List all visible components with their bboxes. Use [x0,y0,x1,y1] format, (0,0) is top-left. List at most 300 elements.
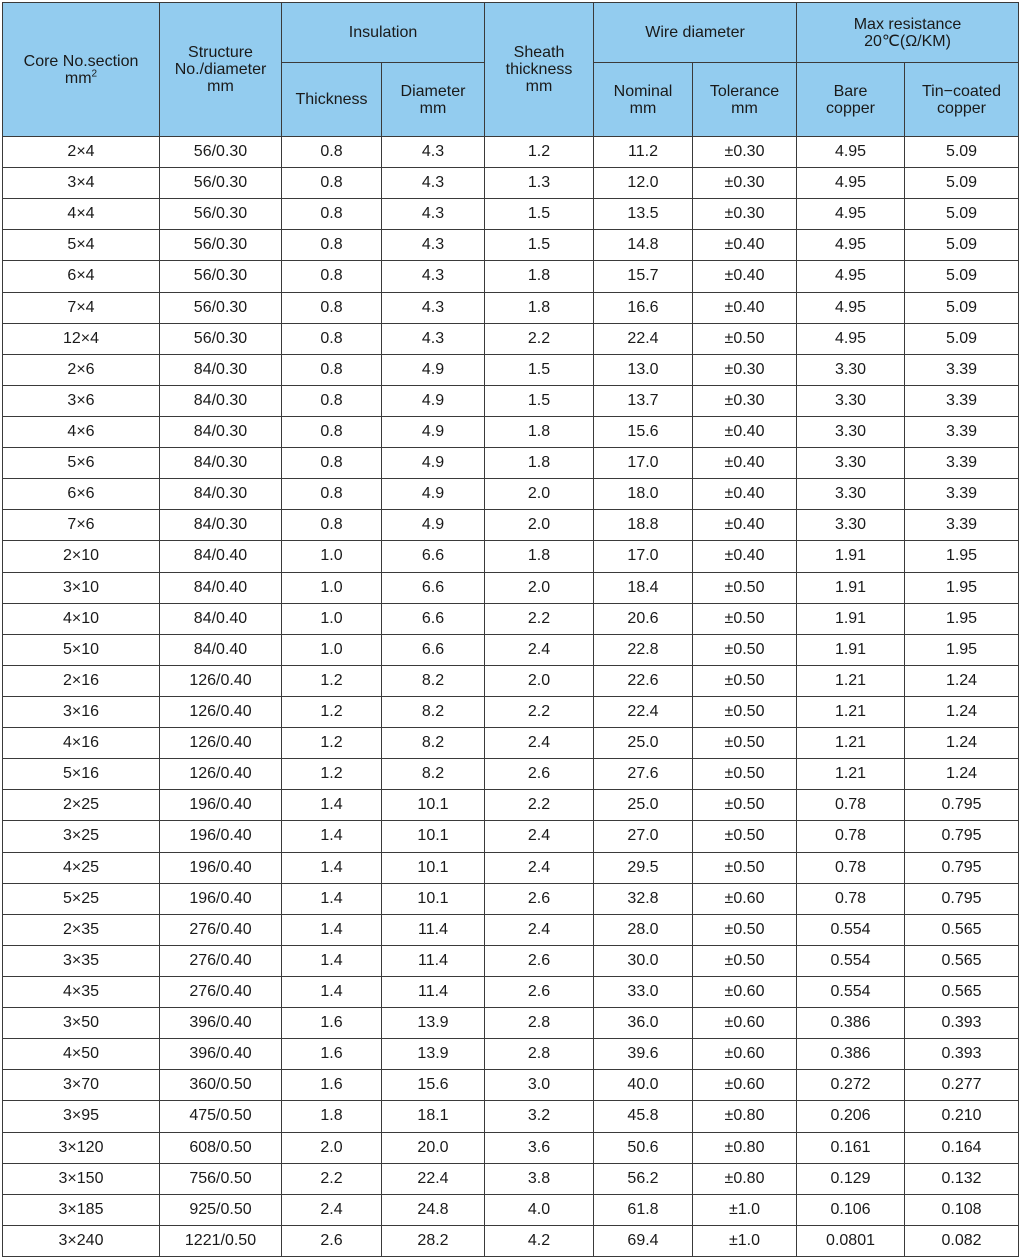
cell-insulation-diameter: 13.9 [382,1039,485,1070]
cell-bare-copper-resistance: 4.95 [797,323,905,354]
cell-insulation-thickness: 0.8 [282,448,382,479]
cell-core-section: 3×185 [3,1194,160,1225]
cell-sheath-thickness: 1.3 [485,168,594,199]
cell-insulation-diameter: 11.4 [382,945,485,976]
table-row [3,168,1019,199]
cell-nominal-diameter: 14.8 [594,230,693,261]
cell-tolerance: ±0.40 [693,510,797,541]
cell-core-section: 5×25 [3,883,160,914]
cell-tin-coated-resistance: 0.795 [905,852,1019,883]
cell-structure: 925/0.50 [160,1194,282,1225]
table-row [3,1194,1019,1225]
cell-tolerance: ±0.50 [693,790,797,821]
table-row [3,292,1019,323]
cell-tolerance: ±0.30 [693,168,797,199]
header-structure: Structure No./diameter mm [160,3,282,137]
header-wire-diameter: Wire diameter [594,3,797,63]
cell-tolerance: ±0.60 [693,976,797,1007]
cell-sheath-thickness: 2.0 [485,665,594,696]
cell-sheath-thickness: 2.6 [485,945,594,976]
table-row [3,323,1019,354]
cell-nominal-diameter: 20.6 [594,603,693,634]
cell-insulation-diameter: 8.2 [382,728,485,759]
cell-sheath-thickness: 3.2 [485,1101,594,1132]
cell-insulation-thickness: 1.0 [282,541,382,572]
cell-tin-coated-resistance: 0.393 [905,1008,1019,1039]
table-row [3,137,1019,168]
table-row [3,261,1019,292]
cell-insulation-diameter: 8.2 [382,696,485,727]
cell-core-section: 2×35 [3,914,160,945]
cell-tolerance: ±0.50 [693,914,797,945]
cell-sheath-thickness: 2.0 [485,572,594,603]
table-row [3,634,1019,665]
cell-insulation-thickness: 0.8 [282,510,382,541]
cell-insulation-diameter: 6.6 [382,603,485,634]
cell-sheath-thickness: 1.8 [485,292,594,323]
cell-insulation-thickness: 2.4 [282,1194,382,1225]
cell-structure: 196/0.40 [160,821,282,852]
cell-tolerance: ±0.40 [693,479,797,510]
cell-bare-copper-resistance: 3.30 [797,510,905,541]
cell-sheath-thickness: 2.2 [485,323,594,354]
cell-bare-copper-resistance: 1.91 [797,634,905,665]
cell-tolerance: ±0.60 [693,1070,797,1101]
cell-core-section: 6×4 [3,261,160,292]
header-insulation: Insulation [282,3,485,63]
cell-tolerance: ±0.80 [693,1163,797,1194]
cell-structure: 56/0.30 [160,230,282,261]
cell-tolerance: ±0.80 [693,1101,797,1132]
cell-core-section: 4×25 [3,852,160,883]
cell-tolerance: ±0.40 [693,230,797,261]
cell-nominal-diameter: 33.0 [594,976,693,1007]
cell-sheath-thickness: 1.5 [485,199,594,230]
cell-nominal-diameter: 13.0 [594,354,693,385]
cell-tin-coated-resistance: 5.09 [905,323,1019,354]
cell-sheath-thickness: 1.8 [485,261,594,292]
cell-bare-copper-resistance: 3.30 [797,385,905,416]
cell-tolerance: ±0.50 [693,945,797,976]
cell-insulation-diameter: 4.9 [382,479,485,510]
cell-core-section: 3×240 [3,1225,160,1256]
cell-nominal-diameter: 69.4 [594,1225,693,1256]
cell-insulation-thickness: 0.8 [282,292,382,323]
cell-sheath-thickness: 1.8 [485,416,594,447]
table-row [3,385,1019,416]
table-row [3,1008,1019,1039]
cell-nominal-diameter: 30.0 [594,945,693,976]
cell-sheath-thickness: 2.0 [485,510,594,541]
table-row [3,354,1019,385]
cell-sheath-thickness: 3.8 [485,1163,594,1194]
cell-structure: 1221/0.50 [160,1225,282,1256]
cell-core-section: 3×50 [3,1008,160,1039]
cell-bare-copper-resistance: 4.95 [797,199,905,230]
cell-bare-copper-resistance: 3.30 [797,479,905,510]
table-row [3,759,1019,790]
header-insulation-thickness: Thickness [282,63,382,137]
cell-tin-coated-resistance: 1.95 [905,572,1019,603]
cell-sheath-thickness: 2.4 [485,728,594,759]
table-row [3,665,1019,696]
cell-nominal-diameter: 50.6 [594,1132,693,1163]
cell-nominal-diameter: 11.2 [594,137,693,168]
cell-insulation-thickness: 1.2 [282,665,382,696]
cell-core-section: 4×50 [3,1039,160,1070]
cell-structure: 196/0.40 [160,790,282,821]
cell-core-section: 7×6 [3,510,160,541]
header-bare-copper: Bare copper [797,63,905,137]
cell-structure: 396/0.40 [160,1008,282,1039]
cell-insulation-thickness: 1.8 [282,1101,382,1132]
cell-tin-coated-resistance: 0.565 [905,914,1019,945]
cell-nominal-diameter: 18.0 [594,479,693,510]
cell-sheath-thickness: 2.4 [485,634,594,665]
cell-nominal-diameter: 22.8 [594,634,693,665]
cell-tin-coated-resistance: 5.09 [905,230,1019,261]
cell-tin-coated-resistance: 0.393 [905,1039,1019,1070]
cell-nominal-diameter: 56.2 [594,1163,693,1194]
cell-structure: 756/0.50 [160,1163,282,1194]
cell-core-section: 3×10 [3,572,160,603]
cell-tin-coated-resistance: 0.565 [905,976,1019,1007]
cell-core-section: 2×6 [3,354,160,385]
cell-nominal-diameter: 27.6 [594,759,693,790]
cell-tolerance: ±1.0 [693,1194,797,1225]
cell-tolerance: ±0.40 [693,416,797,447]
cell-structure: 56/0.30 [160,292,282,323]
cell-core-section: 2×10 [3,541,160,572]
cell-insulation-diameter: 10.1 [382,790,485,821]
cell-insulation-diameter: 4.3 [382,199,485,230]
cell-tolerance: ±0.50 [693,852,797,883]
table-row [3,199,1019,230]
header-nominal: Nominal mm [594,63,693,137]
cell-nominal-diameter: 61.8 [594,1194,693,1225]
cell-insulation-thickness: 1.4 [282,976,382,1007]
cell-tolerance: ±0.60 [693,883,797,914]
cell-bare-copper-resistance: 0.129 [797,1163,905,1194]
cell-insulation-diameter: 6.6 [382,572,485,603]
cell-bare-copper-resistance: 1.21 [797,696,905,727]
table-row [3,1101,1019,1132]
cell-sheath-thickness: 4.2 [485,1225,594,1256]
cell-structure: 84/0.30 [160,416,282,447]
cell-tin-coated-resistance: 1.95 [905,603,1019,634]
cell-sheath-thickness: 1.5 [485,354,594,385]
cell-core-section: 4×6 [3,416,160,447]
cell-tolerance: ±0.50 [693,323,797,354]
cell-insulation-thickness: 0.8 [282,385,382,416]
cell-insulation-thickness: 1.2 [282,696,382,727]
cell-tin-coated-resistance: 1.95 [905,541,1019,572]
cell-insulation-diameter: 4.3 [382,261,485,292]
cell-nominal-diameter: 45.8 [594,1101,693,1132]
cell-tolerance: ±0.50 [693,634,797,665]
cell-insulation-thickness: 2.2 [282,1163,382,1194]
cell-insulation-diameter: 22.4 [382,1163,485,1194]
cell-tin-coated-resistance: 1.24 [905,759,1019,790]
cell-tin-coated-resistance: 3.39 [905,479,1019,510]
cell-core-section: 3×95 [3,1101,160,1132]
cell-core-section: 3×16 [3,696,160,727]
cell-nominal-diameter: 17.0 [594,541,693,572]
cell-bare-copper-resistance: 0.106 [797,1194,905,1225]
cell-bare-copper-resistance: 0.554 [797,914,905,945]
cell-insulation-diameter: 4.3 [382,292,485,323]
cell-bare-copper-resistance: 0.206 [797,1101,905,1132]
cell-insulation-thickness: 1.0 [282,572,382,603]
cell-tolerance: ±0.30 [693,199,797,230]
cell-nominal-diameter: 13.7 [594,385,693,416]
cell-insulation-thickness: 1.6 [282,1070,382,1101]
table-row [3,852,1019,883]
cell-insulation-thickness: 2.0 [282,1132,382,1163]
cell-bare-copper-resistance: 0.78 [797,790,905,821]
cell-core-section: 12×4 [3,323,160,354]
cell-insulation-diameter: 4.9 [382,510,485,541]
cell-tolerance: ±0.30 [693,385,797,416]
cell-tolerance: ±0.30 [693,137,797,168]
cell-structure: 126/0.40 [160,665,282,696]
cell-bare-copper-resistance: 0.161 [797,1132,905,1163]
cell-sheath-thickness: 2.4 [485,821,594,852]
cell-insulation-thickness: 2.6 [282,1225,382,1256]
cell-tolerance: ±0.30 [693,354,797,385]
cell-structure: 56/0.30 [160,199,282,230]
cell-tolerance: ±0.50 [693,821,797,852]
cell-core-section: 3×4 [3,168,160,199]
cell-nominal-diameter: 28.0 [594,914,693,945]
cell-structure: 196/0.40 [160,852,282,883]
cell-structure: 396/0.40 [160,1039,282,1070]
table-row [3,883,1019,914]
cell-tin-coated-resistance: 5.09 [905,261,1019,292]
cell-tolerance: ±0.60 [693,1039,797,1070]
cell-tin-coated-resistance: 5.09 [905,168,1019,199]
cell-insulation-diameter: 4.3 [382,137,485,168]
cell-bare-copper-resistance: 3.30 [797,354,905,385]
cell-insulation-thickness: 1.4 [282,821,382,852]
cell-tin-coated-resistance: 3.39 [905,416,1019,447]
cell-bare-copper-resistance: 3.30 [797,416,905,447]
cell-insulation-diameter: 15.6 [382,1070,485,1101]
cell-insulation-thickness: 1.4 [282,790,382,821]
cell-bare-copper-resistance: 4.95 [797,292,905,323]
cell-sheath-thickness: 3.0 [485,1070,594,1101]
cell-sheath-thickness: 1.5 [485,230,594,261]
cell-sheath-thickness: 1.5 [485,385,594,416]
cell-bare-copper-resistance: 4.95 [797,230,905,261]
cell-insulation-diameter: 11.4 [382,914,485,945]
cell-insulation-thickness: 1.6 [282,1039,382,1070]
cell-structure: 276/0.40 [160,976,282,1007]
cell-tin-coated-resistance: 3.39 [905,510,1019,541]
cell-nominal-diameter: 13.5 [594,199,693,230]
cell-insulation-diameter: 6.6 [382,541,485,572]
cell-core-section: 5×16 [3,759,160,790]
cell-bare-copper-resistance: 0.554 [797,945,905,976]
cell-insulation-thickness: 1.4 [282,883,382,914]
cell-tolerance: ±1.0 [693,1225,797,1256]
cell-structure: 84/0.40 [160,634,282,665]
cell-tin-coated-resistance: 1.24 [905,665,1019,696]
cell-tin-coated-resistance: 0.210 [905,1101,1019,1132]
cell-tin-coated-resistance: 3.39 [905,385,1019,416]
header-tolerance: Tolerance mm [693,63,797,137]
cell-insulation-thickness: 1.6 [282,1008,382,1039]
cell-insulation-diameter: 28.2 [382,1225,485,1256]
cell-insulation-diameter: 11.4 [382,976,485,1007]
cell-nominal-diameter: 22.6 [594,665,693,696]
cell-structure: 56/0.30 [160,323,282,354]
table-row [3,945,1019,976]
cell-core-section: 3×120 [3,1132,160,1163]
cell-core-section: 3×150 [3,1163,160,1194]
table-row [3,728,1019,759]
table-row [3,603,1019,634]
cell-insulation-diameter: 4.3 [382,230,485,261]
cell-bare-copper-resistance: 0.386 [797,1008,905,1039]
cell-insulation-diameter: 4.3 [382,168,485,199]
cell-core-section: 2×25 [3,790,160,821]
cell-structure: 196/0.40 [160,883,282,914]
table-row [3,1132,1019,1163]
table-header [3,3,1019,137]
cell-structure: 84/0.40 [160,572,282,603]
cell-bare-copper-resistance: 4.95 [797,137,905,168]
cell-tin-coated-resistance: 0.164 [905,1132,1019,1163]
cell-insulation-diameter: 18.1 [382,1101,485,1132]
cell-structure: 276/0.40 [160,914,282,945]
cell-sheath-thickness: 2.2 [485,790,594,821]
table-row [3,1225,1019,1256]
cell-nominal-diameter: 17.0 [594,448,693,479]
cell-bare-copper-resistance: 0.554 [797,976,905,1007]
cell-core-section: 7×4 [3,292,160,323]
cell-insulation-diameter: 8.2 [382,759,485,790]
cell-bare-copper-resistance: 0.0801 [797,1225,905,1256]
cell-core-section: 4×35 [3,976,160,1007]
cell-nominal-diameter: 25.0 [594,790,693,821]
cell-sheath-thickness: 2.6 [485,759,594,790]
cell-core-section: 3×6 [3,385,160,416]
cell-tolerance: ±0.50 [693,696,797,727]
cell-insulation-thickness: 0.8 [282,168,382,199]
header-insulation-diameter: Diameter mm [382,63,485,137]
cell-tin-coated-resistance: 1.95 [905,634,1019,665]
cell-nominal-diameter: 15.6 [594,416,693,447]
cell-structure: 84/0.30 [160,385,282,416]
cell-nominal-diameter: 15.7 [594,261,693,292]
cell-insulation-diameter: 13.9 [382,1008,485,1039]
cell-core-section: 5×4 [3,230,160,261]
cell-nominal-diameter: 22.4 [594,696,693,727]
cell-insulation-thickness: 1.2 [282,728,382,759]
cell-core-section: 3×25 [3,821,160,852]
cell-insulation-thickness: 0.8 [282,261,382,292]
cell-core-section: 4×16 [3,728,160,759]
cell-sheath-thickness: 1.8 [485,448,594,479]
cell-nominal-diameter: 32.8 [594,883,693,914]
cell-insulation-diameter: 4.9 [382,354,485,385]
header-tin-coated-copper: Tin−coated copper [905,63,1019,137]
cell-insulation-thickness: 0.8 [282,354,382,385]
cell-tin-coated-resistance: 0.108 [905,1194,1019,1225]
cell-sheath-thickness: 2.4 [485,914,594,945]
cell-structure: 84/0.30 [160,448,282,479]
cell-sheath-thickness: 2.0 [485,479,594,510]
cell-structure: 84/0.40 [160,603,282,634]
cell-insulation-diameter: 8.2 [382,665,485,696]
cell-insulation-thickness: 0.8 [282,416,382,447]
cell-structure: 126/0.40 [160,759,282,790]
cell-sheath-thickness: 2.8 [485,1039,594,1070]
header-sheath-thickness: Sheath thickness mm [485,3,594,137]
cell-core-section: 3×70 [3,1070,160,1101]
cell-bare-copper-resistance: 0.78 [797,821,905,852]
cell-insulation-diameter: 10.1 [382,883,485,914]
cell-tin-coated-resistance: 1.24 [905,728,1019,759]
cell-insulation-diameter: 4.3 [382,323,485,354]
header-max-resistance: Max resistance 20℃(Ω/KM) [797,3,1019,63]
cell-tolerance: ±0.40 [693,261,797,292]
cell-sheath-thickness: 4.0 [485,1194,594,1225]
cell-tolerance: ±0.60 [693,1008,797,1039]
cell-structure: 360/0.50 [160,1070,282,1101]
cell-core-section: 3×35 [3,945,160,976]
cell-nominal-diameter: 40.0 [594,1070,693,1101]
cell-bare-copper-resistance: 1.21 [797,665,905,696]
cell-insulation-thickness: 1.2 [282,759,382,790]
table-row [3,976,1019,1007]
cell-nominal-diameter: 18.8 [594,510,693,541]
cell-insulation-thickness: 0.8 [282,479,382,510]
cell-structure: 84/0.30 [160,479,282,510]
cell-bare-copper-resistance: 0.78 [797,852,905,883]
table-row [3,821,1019,852]
cell-bare-copper-resistance: 0.78 [797,883,905,914]
cell-core-section: 2×16 [3,665,160,696]
cell-nominal-diameter: 22.4 [594,323,693,354]
cell-tin-coated-resistance: 0.795 [905,883,1019,914]
cell-structure: 276/0.40 [160,945,282,976]
cell-structure: 56/0.30 [160,137,282,168]
header-core-section: Core No.section $mm^2$ [3,3,160,137]
cell-structure: 84/0.30 [160,510,282,541]
cell-core-section: 5×10 [3,634,160,665]
cell-insulation-diameter: 24.8 [382,1194,485,1225]
cell-bare-copper-resistance: 3.30 [797,448,905,479]
cell-structure: 608/0.50 [160,1132,282,1163]
cell-tolerance: ±0.50 [693,665,797,696]
cell-sheath-thickness: 2.6 [485,976,594,1007]
cell-insulation-thickness: 1.4 [282,914,382,945]
table-row [3,1070,1019,1101]
cell-insulation-diameter: 10.1 [382,852,485,883]
table-row [3,230,1019,261]
cell-tolerance: ±0.50 [693,759,797,790]
cell-bare-copper-resistance: 1.91 [797,541,905,572]
cell-nominal-diameter: 29.5 [594,852,693,883]
table-row [3,914,1019,945]
cell-insulation-thickness: 1.0 [282,634,382,665]
cell-tolerance: ±0.50 [693,603,797,634]
cell-insulation-thickness: 0.8 [282,323,382,354]
cell-tin-coated-resistance: 5.09 [905,292,1019,323]
cell-tin-coated-resistance: 5.09 [905,137,1019,168]
